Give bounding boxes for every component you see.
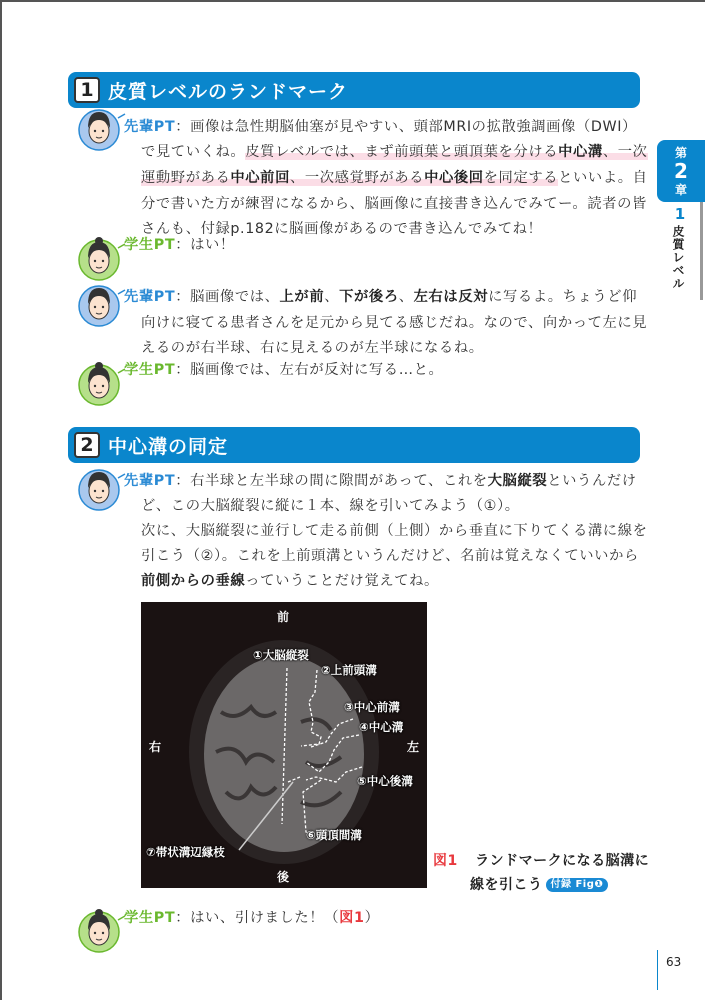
appendix-badge: 付録 Fig❶: [546, 878, 609, 892]
text-segment: っていうことだけ覚えてね。: [245, 573, 439, 589]
text-segment: 中心溝: [558, 144, 603, 160]
section-number: 1: [74, 77, 100, 103]
student-avatar: [78, 236, 120, 282]
page-border-left: [0, 0, 2, 1000]
chapter-tab: [657, 140, 705, 202]
section-2-header: [68, 427, 640, 463]
text-segment: 下が後ろ: [339, 289, 399, 305]
text-segment: 中心後回: [424, 170, 484, 186]
figure-caption: [433, 850, 649, 870]
text-segment: 運動野がある: [141, 170, 231, 186]
student-avatar: [78, 361, 120, 407]
label-postcentral-sulcus: ⑤中心後溝: [357, 774, 413, 788]
section-title: 皮質レベルのランドマーク: [108, 80, 349, 103]
text-segment: はい、引けました！（: [190, 910, 340, 926]
dialog-line: [141, 337, 484, 359]
speaker-label: 学生PT: [124, 362, 176, 378]
text-segment: 上が前: [279, 289, 325, 305]
label-intraparietal-sulcus: ⑥頭頂間溝: [306, 828, 362, 842]
colon: ：: [175, 237, 191, 253]
section-title: 中心溝の同定: [108, 435, 229, 458]
text-segment: 脳画像では、: [190, 289, 280, 305]
dialog-line: [141, 520, 648, 542]
dialog-line: [141, 167, 648, 189]
chapter-top: 第: [674, 146, 687, 160]
text-segment: 画像は急性期脳伷塞が見やすい、頭部MRIの拡散強調画像（DWI）: [190, 119, 637, 135]
dialog-line: [141, 193, 647, 215]
text-segment: 分で書いた方が練習になるから、脳画像に直接書き込んでみてー。読者の皆: [141, 196, 647, 212]
chapter-bottom: 章: [674, 183, 687, 197]
side-section-title: 皮質レベル: [671, 225, 685, 290]
text-segment: に写るよ。ちょうど仰: [488, 289, 638, 305]
colon: ：: [175, 910, 191, 926]
text-segment: 皮質レベルでは、まず前頭葉と頭頂葉を分ける: [245, 144, 559, 160]
dialog-line: [124, 234, 235, 256]
text-segment: 左右は反対: [413, 289, 489, 305]
page-border-top: [0, 0, 705, 2]
direction-front: 前: [277, 610, 290, 624]
text-segment: 大脳縦裂: [487, 473, 548, 489]
colon: ：: [175, 119, 191, 135]
section-number: 2: [74, 432, 100, 458]
dialog-line: [141, 545, 639, 567]
student-avatar: [78, 908, 120, 954]
text-segment: 、: [324, 289, 340, 305]
text-segment: 右半球と左半球の間に隙間があって、これを: [190, 473, 488, 489]
label-cingulate-marginal-ramus: ⑦帯状溝辺縁枝: [146, 845, 225, 859]
text-segment: で見ていくね。: [141, 144, 246, 160]
dialog-line: [141, 495, 520, 517]
text-segment: 、: [398, 289, 414, 305]
text-segment: えるのが右半球、右に見えるのが左半球になるね。: [141, 340, 484, 356]
speaker-label: 先輩PT: [124, 119, 176, 135]
text-segment: 引こう（②）。これを上前頭溝というんだけど、名前は覚えなくていいから: [141, 548, 639, 564]
direction-right: 右: [149, 740, 162, 754]
text-segment: 前側からの垂線: [141, 573, 246, 589]
text-segment: 図1: [339, 910, 365, 926]
dialog-line: [124, 470, 637, 492]
text-segment: 、一次感覚野がある: [289, 170, 425, 186]
label-longitudinal-fissure: ①大脳縦裂: [253, 648, 309, 662]
page-number: 63: [666, 955, 682, 969]
dialog-line: [141, 312, 647, 334]
senpai-avatar: [78, 282, 120, 328]
text-segment: といいよ。自: [558, 170, 648, 186]
label-superior-frontal-sulcus: ②上前頭溝: [321, 663, 377, 677]
section-1-header: [68, 72, 640, 108]
colon: ：: [175, 289, 191, 305]
text-segment: さんも、付録p.182に脳画像があるので書き込んでみてね！: [141, 221, 543, 237]
senpai-avatar: [78, 466, 120, 512]
dialog-line: [124, 907, 379, 929]
dialog-line: [141, 570, 439, 592]
text-segment: ）: [364, 910, 380, 926]
caption-line-2: 線を引こう: [470, 877, 543, 893]
side-section-num: 1: [674, 205, 686, 223]
text-segment: 、一次: [602, 144, 648, 160]
label-central-sulcus: ④中心溝: [359, 720, 404, 734]
figure-number: 図1: [433, 853, 458, 869]
dialog-line: [124, 359, 443, 381]
figure-caption-line-2: [470, 874, 608, 894]
senpai-avatar: [78, 106, 120, 152]
text-segment: 中心前回: [230, 170, 290, 186]
text-segment: 次に、大脳縦裂に並行して走る前側（上側）から垂直に下りてくる溝に線を: [141, 523, 648, 539]
speaker-label: 学生PT: [124, 910, 176, 926]
colon: ：: [175, 362, 191, 378]
brain-mri-figure: [141, 602, 427, 888]
text-segment: ど、この大脳縦裂に縦に１本、線を引いてみよう（①）。: [141, 498, 520, 514]
text-segment: 脳画像では、左右が反対に写る…と。: [190, 362, 444, 378]
dialog-line: [141, 141, 648, 163]
speaker-label: 学生PT: [124, 237, 176, 253]
direction-left: 左: [407, 740, 420, 754]
chapter-num: 2: [674, 159, 688, 183]
direction-back: 後: [277, 870, 290, 884]
text-segment: 向けに寝てる患者さんを足元から見てる感じだね。なので、向かって左に見: [141, 315, 648, 331]
speaker-label: 先輩PT: [124, 289, 176, 305]
dialog-line: [124, 116, 637, 138]
dialog-line: [124, 286, 637, 308]
colon: ：: [175, 473, 191, 489]
speaker-label: 先輩PT: [124, 473, 176, 489]
caption-line-1: ランドマークになる脳溝に: [475, 853, 650, 869]
label-precentral-sulcus: ③中心前溝: [344, 700, 400, 714]
text-segment: を同定する: [483, 170, 559, 186]
page-number-rule: [657, 950, 658, 990]
text-segment: というんだけ: [547, 473, 637, 489]
text-segment: はい！: [190, 237, 235, 253]
